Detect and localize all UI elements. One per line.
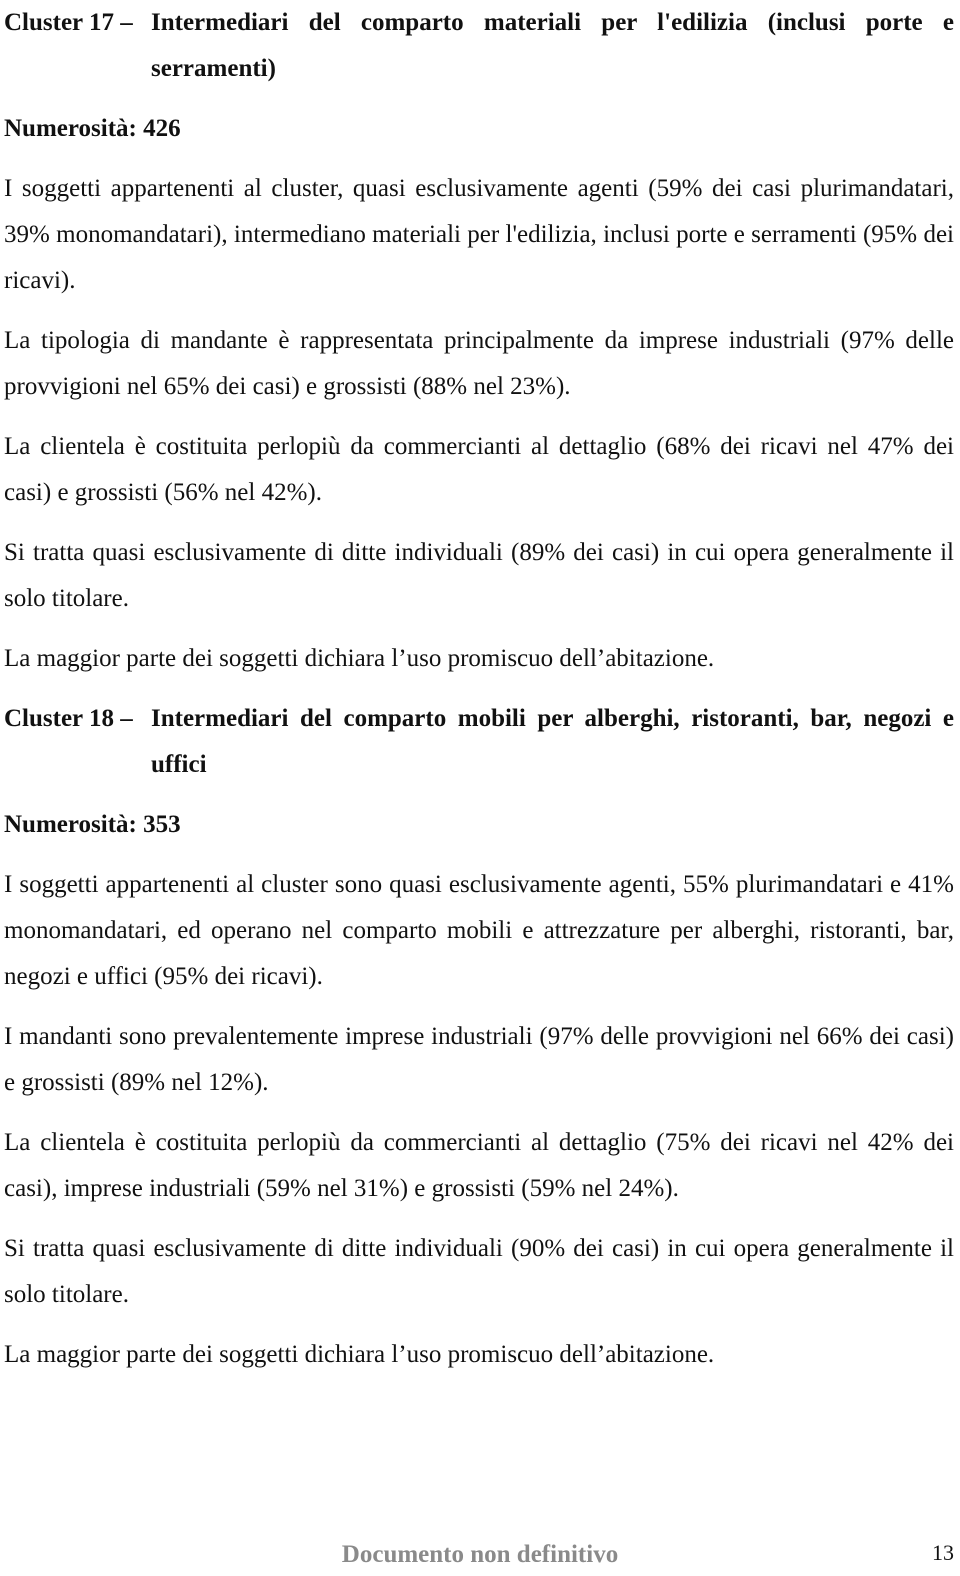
cluster-17-paragraph-5: La maggior parte dei soggetti dichiara l’uso promiscuo dell’abitazione. — [4, 645, 715, 672]
cluster-18-paragraph-5: La maggior parte dei soggetti dichiara l’uso promiscuo dell’abitazione. — [4, 1341, 715, 1368]
cluster-17-paragraph-2: La tipologia di mandante è rappresentata principalmente da imprese industriali (97% delle provvigioni nel 65% dei casi) e grossisti (88% nel 23%). — [4, 327, 954, 400]
cluster-18-paragraph-3: La clientela è costituita perlopiù da commercianti al dettaglio (75% dei ricavi nel 42% dei casi), imprese industriali (59% nel 31%) e grossisti (59% nel 24%). — [4, 1129, 954, 1202]
footer-watermark: Documento non definitivo — [341, 1541, 619, 1568]
cluster-17-paragraph-3: La clientela è costituita perlopiù da commercianti al dettaglio (68% dei ricavi nel 47% dei casi) e grossisti (56% nel 42%). — [4, 433, 954, 506]
page-number: 13 — [932, 1540, 954, 1565]
cluster-17-numerosita: Numerosità: 426 — [4, 115, 181, 142]
cluster-17-title: Intermediari del comparto materiali per l'edilizia (inclusi porte e serramenti) — [151, 9, 954, 82]
cluster-18-paragraph-4: Si tratta quasi esclusivamente di ditte individuali (90% dei casi) in cui opera generalmente il solo titolare. — [4, 1235, 954, 1308]
cluster-17-paragraph-1: I soggetti appartenenti al cluster, quasi esclusivamente agenti (59% dei casi plurimandatari, 39% monomandatari), intermediano materiali per l'edilizia, inclusi porte e serramenti (95% dei ricavi). — [4, 175, 954, 294]
cluster-18-numerosita: Numerosità: 353 — [4, 811, 181, 838]
cluster-17-section — [4, 0, 954, 682]
cluster-17-heading — [4, 0, 954, 92]
cluster-18-paragraph-2: I mandanti sono prevalentemente imprese industriali (97% delle provvigioni nel 66% dei casi) e grossisti (89% nel 12%). — [4, 1023, 954, 1096]
cluster-18-paragraph-1: I soggetti appartenenti al cluster sono quasi esclusivamente agenti, 55% plurimandatari e 41% monomandatari, ed operano nel comparto mobili e attrezzature per alberghi, ristoranti, bar, negozi e uffici (95% dei ricavi). — [4, 871, 954, 990]
cluster-18-label: Cluster 18 – — [4, 705, 133, 732]
cluster-18-heading — [4, 696, 954, 788]
cluster-18-title: Intermediari del comparto mobili per alberghi, ristoranti, bar, negozi e uffici — [151, 705, 954, 778]
cluster-17-paragraph-4: Si tratta quasi esclusivamente di ditte individuali (89% dei casi) in cui opera generalmente il solo titolare. — [4, 539, 954, 612]
document-page — [4, 0, 954, 1392]
cluster-17-label: Cluster 17 – — [4, 9, 133, 36]
cluster-18-section — [4, 696, 954, 1378]
